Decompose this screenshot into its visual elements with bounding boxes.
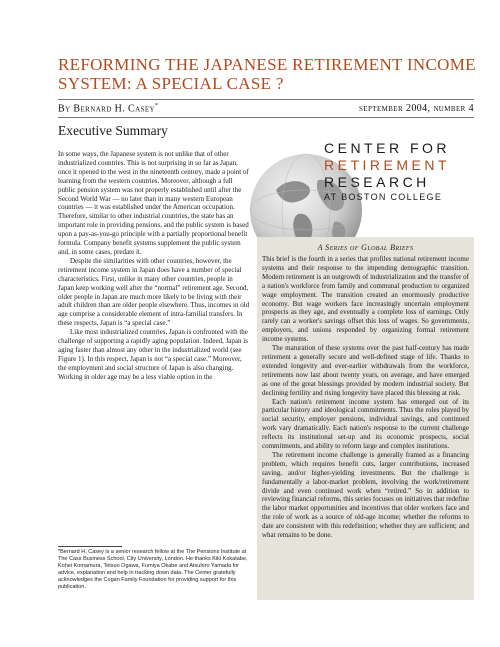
issue-date: september 2004, number 4: [359, 103, 474, 114]
header-rule-top: [58, 99, 474, 100]
logo-line-4: AT BOSTON COLLEGE: [324, 192, 443, 202]
author-footnote-mark: *: [154, 103, 159, 109]
section-heading: Executive Summary: [58, 123, 168, 138]
global-briefs-box: [257, 237, 474, 600]
left-paragraph: Despite the similarities with other countries, however, the retirement income system in Japan does have a number of special characteristics. First, unlike in many other countries, people in Japan keep working well after the “normal” retirement age. Second, older people in Japan are much more likely to be living with their adult children than are older people elsewhere. Thus, incomes in old age comprise a considerable element of intra-familial transfers. In these respects, Japan is “a special case.”: [58, 256, 250, 328]
box-paragraph: This brief is the fourth in a series that profiles national retirement income systems and their response to the impending demographic transition. Modern retirement is an outgrowth of industrialization and the transfer of a nation's workforce from family and communal production to organized wage employment. The transition created an enormously productive economy. But wage workers face increasingly uncertain employment prospects as they age, and eventually a complete loss of earnings. Only rarely can a worker's savings offset this loss of wages. So governments, employers, and unions responded by organizing formal retirement income systems.: [262, 255, 469, 344]
logo-line-3: RESEARCH: [324, 174, 430, 190]
author-name: By Bernard H. Casey: [58, 103, 155, 115]
center-logo: [324, 140, 474, 204]
left-column: [58, 150, 250, 382]
author-footnote: *Bernard H. Casey is a senior research fellow at the The Pensions Institute at The Cass Business School, City University, London. He thanks Kiki Kokatabe, Kohei Komamura, Tetsuo Ogawa, Fumiya Okabe and Atsuhiro Yamada for advice, explanation and help in tracking down data. The Center gratefully acknowledges the Cogan Family Foundation for providing support for this publication.: [58, 549, 248, 590]
logo-line-2: RETIREMENT: [324, 157, 450, 173]
header-rule-bottom: [58, 117, 474, 118]
series-label: A Series of Global Briefs: [317, 243, 414, 252]
footnote-rule: [58, 546, 122, 547]
box-paragraph: Each nation's retirement income system has emerged out of its particular history and ideological commitments. Thus the roles played by social security, employer pensions, individual savings, and continued work vary dramatically. Each nation's response to the current challenge reflects its institutional set-up and its economic prospects, social commitments, and ability to reform large and complex institutions.: [262, 397, 469, 451]
document-title: REFORMING THE JAPANESE RETIREMENT INCOME SYSTEM: A SPECIAL CASE ?: [58, 55, 476, 93]
left-paragraph: In some ways, the Japanese system is not unlike that of other industrialized countries. This is not surprising in so far as Japan, once it opened to the west in the nineteenth century, made a point of learning from the western countries. Moreover, although a full public pension system was not properly established until after the Second World War — no later than in many western European countries — it was established under the American occupation. Therefore, similar to other industrial countries, the state has an important role in providing pensions, and the public system is based upon a pay-as-you-go principle with a partially proportional benefit formula. Company benefit systems supplement the public system and, in some cases, predate it.: [58, 150, 249, 256]
left-paragraph: Like most industrialized countries, Japan is confronted with the challenge of supporting a rapidly aging population. Indeed, Japan is aging faster than almost any other in the industrialized world (see Figure 1). In this respect, Japan is not “a special case.” Moreover, the employment and social structure of Japan is also changing. Working in older age may be a less viable option in the: [58, 328, 248, 381]
box-paragraph: The maturation of these systems over the past half-century has made retirement a generally secure and well-defined stage of life. Thanks to extended longevity and ever-earlier withdrawals from the workforce, retirements now last about twenty years, on average, and have emerged as one of the great blessings provided by modern industrial society. But declining fertility and rising longevity have placed this blessing at risk.: [262, 344, 469, 397]
author-byline: [58, 103, 158, 114]
logo-line-1: CENTER FOR: [324, 140, 450, 156]
box-paragraph: The retirement income challenge is generally framed as a financing problem, which requires benefit cuts, larger contributions, increased saving, and/or higher-yielding investments. But the challenge is fundamentally a labor-market problem, involving the work/retirement divide and even continued work when “retired.” So in addition to reviewing financial reforms, this series focuses on initiatives that redefine the labor market opportunities and incentives that older workers face and the role of work as a source of old-age income; whether the reforms to date are consistent with this redefinition; whether they are sufficient; and what remains to be done.: [262, 450, 469, 540]
